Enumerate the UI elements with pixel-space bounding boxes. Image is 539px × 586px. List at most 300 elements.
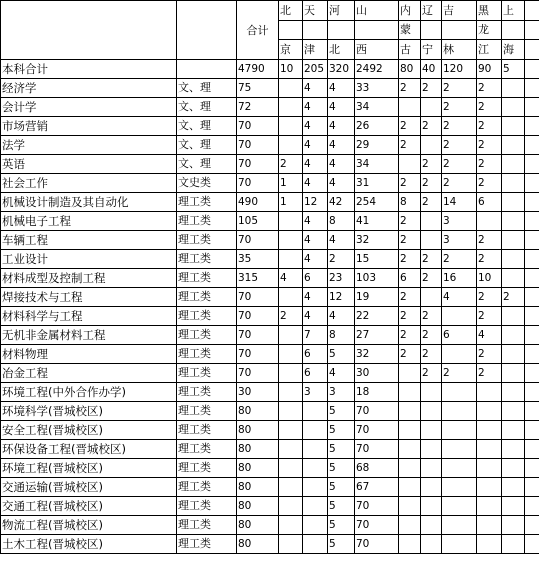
province-quota-cell: 2 — [477, 250, 502, 269]
province-quota-cell: 2 — [328, 250, 355, 269]
total-cell: 70 — [237, 231, 279, 250]
province-quota-cell — [477, 383, 502, 402]
subject-type-cell: 理工类 — [177, 231, 237, 250]
province-quota-cell — [442, 535, 477, 554]
header-province: 古 — [399, 40, 421, 60]
table-row — [1, 516, 539, 535]
major-name-cell: 焊接技术与工程 — [1, 288, 177, 307]
province-quota-cell: 7 — [303, 326, 328, 345]
table-row — [1, 421, 539, 440]
province-quota-cell: 4 — [328, 98, 355, 117]
province-quota-cell: 40 — [421, 60, 442, 79]
header-province: 北 — [279, 1, 303, 21]
province-quota-cell: 2 — [421, 155, 442, 174]
major-name-cell: 土木工程(晋城校区) — [1, 535, 177, 554]
province-quota-cell: 70 — [355, 497, 399, 516]
province-quota-cell: 4 — [303, 136, 328, 155]
major-name-cell: 市场营销 — [1, 117, 177, 136]
header-province-extra — [525, 40, 539, 60]
province-quota-cell: 70 — [355, 535, 399, 554]
header-province — [421, 21, 442, 40]
province-quota-cell: 2492 — [355, 60, 399, 79]
province-quota-cell — [502, 516, 525, 535]
province-quota-cell — [303, 440, 328, 459]
province-quota-cell — [421, 212, 442, 231]
total-cell: 80 — [237, 402, 279, 421]
province-quota-cell — [399, 440, 421, 459]
province-quota-cell: 254 — [355, 193, 399, 212]
header-province: 河 — [328, 1, 355, 21]
province-quota-cell — [279, 459, 303, 478]
province-quota-cell: 2 — [477, 307, 502, 326]
major-name-cell: 机械设计制造及其自动化 — [1, 193, 177, 212]
province-quota-cell — [502, 117, 525, 136]
province-quota-cell — [477, 478, 502, 497]
province-quota-cell: 4 — [328, 364, 355, 383]
province-quota-cell — [399, 497, 421, 516]
header-province-extra — [525, 21, 539, 40]
major-name-cell: 材料物理 — [1, 345, 177, 364]
province-quota-cell — [502, 250, 525, 269]
province-quota-cell: 4 — [303, 231, 328, 250]
province-quota-cell — [279, 478, 303, 497]
table-row — [1, 212, 539, 231]
province-quota-cell — [502, 307, 525, 326]
province-quota-cell — [303, 516, 328, 535]
extra-cell — [525, 516, 539, 535]
province-quota-cell: 18 — [355, 383, 399, 402]
extra-cell — [525, 212, 539, 231]
province-quota-cell: 5 — [328, 440, 355, 459]
province-quota-cell — [279, 288, 303, 307]
province-quota-cell — [399, 364, 421, 383]
province-quota-cell: 103 — [355, 269, 399, 288]
province-quota-cell: 2 — [442, 117, 477, 136]
province-quota-cell: 4 — [303, 117, 328, 136]
province-quota-cell: 6 — [477, 193, 502, 212]
header-province: 蒙 — [399, 21, 421, 40]
province-quota-cell: 3 — [328, 383, 355, 402]
extra-cell — [525, 98, 539, 117]
total-cell: 70 — [237, 117, 279, 136]
province-quota-cell: 16 — [442, 269, 477, 288]
subject-type-cell: 文、理 — [177, 155, 237, 174]
province-quota-cell — [421, 98, 442, 117]
header-province: 西 — [355, 40, 399, 60]
subject-type-cell — [177, 60, 237, 79]
province-quota-cell — [399, 421, 421, 440]
extra-cell — [525, 345, 539, 364]
province-quota-cell: 4 — [303, 288, 328, 307]
table-row — [1, 79, 539, 98]
subject-type-cell: 理工类 — [177, 193, 237, 212]
province-quota-cell: 2 — [399, 250, 421, 269]
table-row — [1, 402, 539, 421]
province-quota-cell: 4 — [442, 288, 477, 307]
province-quota-cell — [502, 269, 525, 288]
province-quota-cell: 4 — [328, 117, 355, 136]
province-quota-cell: 2 — [477, 345, 502, 364]
province-quota-cell: 4 — [303, 155, 328, 174]
province-quota-cell: 3 — [442, 231, 477, 250]
province-quota-cell — [303, 421, 328, 440]
province-quota-cell: 4 — [328, 307, 355, 326]
province-quota-cell: 2 — [442, 250, 477, 269]
province-quota-cell: 32 — [355, 345, 399, 364]
province-quota-cell — [442, 421, 477, 440]
province-quota-cell: 2 — [421, 269, 442, 288]
extra-cell — [525, 364, 539, 383]
subject-type-cell: 理工类 — [177, 478, 237, 497]
province-quota-cell: 2 — [502, 288, 525, 307]
total-cell: 80 — [237, 459, 279, 478]
province-quota-cell — [477, 535, 502, 554]
province-quota-cell: 6 — [303, 364, 328, 383]
province-quota-cell: 4 — [303, 250, 328, 269]
subject-type-cell: 理工类 — [177, 345, 237, 364]
province-quota-cell — [442, 497, 477, 516]
province-quota-cell: 12 — [303, 193, 328, 212]
total-cell: 80 — [237, 535, 279, 554]
province-quota-cell — [399, 535, 421, 554]
province-quota-cell — [421, 136, 442, 155]
province-quota-cell — [502, 174, 525, 193]
major-name-cell: 交通运输(晋城校区) — [1, 478, 177, 497]
table-row — [1, 497, 539, 516]
province-quota-cell — [421, 535, 442, 554]
header-type-cell — [177, 1, 237, 60]
province-quota-cell: 1 — [279, 193, 303, 212]
header-province — [355, 21, 399, 40]
table-row — [1, 345, 539, 364]
province-quota-cell — [442, 345, 477, 364]
subject-type-cell: 理工类 — [177, 516, 237, 535]
province-quota-cell: 2 — [399, 174, 421, 193]
province-quota-cell: 34 — [355, 98, 399, 117]
province-quota-cell: 70 — [355, 402, 399, 421]
province-quota-cell: 6 — [399, 269, 421, 288]
extra-cell — [525, 117, 539, 136]
major-name-cell: 环保设备工程(晋城校区) — [1, 440, 177, 459]
table-row — [1, 193, 539, 212]
province-quota-cell: 8 — [328, 326, 355, 345]
total-cell: 490 — [237, 193, 279, 212]
province-quota-cell: 31 — [355, 174, 399, 193]
province-quota-cell: 320 — [328, 60, 355, 79]
province-quota-cell — [442, 383, 477, 402]
subject-type-cell: 理工类 — [177, 307, 237, 326]
province-quota-cell — [303, 497, 328, 516]
total-cell: 70 — [237, 288, 279, 307]
province-quota-cell: 2 — [279, 307, 303, 326]
province-quota-cell — [303, 459, 328, 478]
total-cell: 70 — [237, 307, 279, 326]
province-quota-cell — [477, 459, 502, 478]
province-quota-cell: 41 — [355, 212, 399, 231]
province-quota-cell — [279, 535, 303, 554]
province-quota-cell: 2 — [442, 364, 477, 383]
province-quota-cell: 30 — [355, 364, 399, 383]
province-quota-cell — [502, 383, 525, 402]
province-quota-cell — [502, 364, 525, 383]
total-cell: 72 — [237, 98, 279, 117]
province-quota-cell: 70 — [355, 421, 399, 440]
province-quota-cell — [279, 497, 303, 516]
table-row — [1, 174, 539, 193]
province-quota-cell: 32 — [355, 231, 399, 250]
province-quota-cell: 4 — [303, 307, 328, 326]
province-quota-cell — [279, 79, 303, 98]
province-quota-cell — [442, 402, 477, 421]
table-row — [1, 155, 539, 174]
province-quota-cell — [279, 440, 303, 459]
total-cell: 4790 — [237, 60, 279, 79]
province-quota-cell — [279, 231, 303, 250]
subject-type-cell: 理工类 — [177, 326, 237, 345]
province-quota-cell: 4 — [477, 326, 502, 345]
province-quota-cell: 2 — [442, 98, 477, 117]
extra-cell — [525, 497, 539, 516]
province-quota-cell: 1 — [279, 174, 303, 193]
province-quota-cell: 2 — [399, 326, 421, 345]
header-province-extra — [525, 1, 539, 21]
header-province: 津 — [303, 40, 328, 60]
province-quota-cell: 2 — [421, 326, 442, 345]
header-name-cell — [1, 1, 177, 60]
province-quota-cell — [399, 402, 421, 421]
header-province — [328, 21, 355, 40]
total-cell: 70 — [237, 364, 279, 383]
province-quota-cell: 2 — [442, 79, 477, 98]
province-quota-cell: 4 — [303, 79, 328, 98]
province-quota-cell: 67 — [355, 478, 399, 497]
province-quota-cell: 2 — [399, 212, 421, 231]
province-quota-cell — [421, 288, 442, 307]
province-quota-cell — [477, 402, 502, 421]
province-quota-cell — [399, 459, 421, 478]
province-quota-cell: 22 — [355, 307, 399, 326]
subject-type-cell: 理工类 — [177, 288, 237, 307]
major-name-cell: 环境工程(中外合作办学) — [1, 383, 177, 402]
major-name-cell: 物流工程(晋城校区) — [1, 516, 177, 535]
total-cell: 75 — [237, 79, 279, 98]
province-quota-cell: 23 — [328, 269, 355, 288]
extra-cell — [525, 193, 539, 212]
table-row — [1, 98, 539, 117]
province-quota-cell: 5 — [328, 421, 355, 440]
table-row — [1, 60, 539, 79]
province-quota-cell: 2 — [421, 345, 442, 364]
major-name-cell: 环境工程(晋城校区) — [1, 459, 177, 478]
extra-cell — [525, 79, 539, 98]
province-quota-cell: 2 — [477, 136, 502, 155]
province-quota-cell: 29 — [355, 136, 399, 155]
major-name-cell: 经济学 — [1, 79, 177, 98]
subject-type-cell: 理工类 — [177, 440, 237, 459]
province-quota-cell: 34 — [355, 155, 399, 174]
province-quota-cell — [502, 459, 525, 478]
total-cell: 70 — [237, 174, 279, 193]
province-quota-cell: 4 — [328, 155, 355, 174]
table-row — [1, 288, 539, 307]
extra-cell — [525, 440, 539, 459]
extra-cell — [525, 326, 539, 345]
province-quota-cell: 15 — [355, 250, 399, 269]
province-quota-cell — [279, 383, 303, 402]
total-cell: 70 — [237, 136, 279, 155]
province-quota-cell: 2 — [477, 231, 502, 250]
province-quota-cell — [502, 478, 525, 497]
subject-type-cell: 理工类 — [177, 535, 237, 554]
total-cell: 70 — [237, 155, 279, 174]
province-quota-cell: 2 — [421, 364, 442, 383]
subject-type-cell: 理工类 — [177, 364, 237, 383]
province-quota-cell — [502, 345, 525, 364]
total-cell: 80 — [237, 478, 279, 497]
province-quota-cell — [502, 497, 525, 516]
province-quota-cell: 2 — [442, 136, 477, 155]
province-quota-cell: 5 — [328, 516, 355, 535]
province-quota-cell: 4 — [328, 174, 355, 193]
major-name-cell: 车辆工程 — [1, 231, 177, 250]
table-row — [1, 117, 539, 136]
province-quota-cell — [442, 459, 477, 478]
subject-type-cell: 理工类 — [177, 459, 237, 478]
header-province — [303, 21, 328, 40]
province-quota-cell — [421, 478, 442, 497]
major-name-cell: 安全工程(晋城校区) — [1, 421, 177, 440]
province-quota-cell: 70 — [355, 516, 399, 535]
subject-type-cell: 理工类 — [177, 250, 237, 269]
province-quota-cell: 6 — [303, 269, 328, 288]
header-row-1 — [1, 1, 539, 21]
province-quota-cell: 4 — [303, 212, 328, 231]
extra-cell — [525, 136, 539, 155]
major-name-cell: 会计学 — [1, 98, 177, 117]
province-quota-cell: 120 — [442, 60, 477, 79]
province-quota-cell: 5 — [328, 535, 355, 554]
province-quota-cell — [502, 136, 525, 155]
province-quota-cell — [477, 516, 502, 535]
extra-cell — [525, 250, 539, 269]
extra-cell — [525, 421, 539, 440]
header-province: 宁 — [421, 40, 442, 60]
province-quota-cell — [279, 421, 303, 440]
province-quota-cell: 2 — [279, 155, 303, 174]
header-province: 海 — [502, 40, 525, 60]
province-quota-cell — [502, 421, 525, 440]
total-cell: 80 — [237, 497, 279, 516]
header-province: 龙 — [477, 21, 502, 40]
major-name-cell: 工业设计 — [1, 250, 177, 269]
extra-cell — [525, 60, 539, 79]
province-quota-cell: 5 — [328, 459, 355, 478]
subject-type-cell: 理工类 — [177, 383, 237, 402]
header-province: 北 — [328, 40, 355, 60]
extra-cell — [525, 478, 539, 497]
header-province — [279, 21, 303, 40]
extra-cell — [525, 383, 539, 402]
total-cell: 35 — [237, 250, 279, 269]
major-name-cell: 冶金工程 — [1, 364, 177, 383]
province-quota-cell: 26 — [355, 117, 399, 136]
province-quota-cell — [421, 459, 442, 478]
major-name-cell: 环境科学(晋城校区) — [1, 402, 177, 421]
province-quota-cell: 2 — [477, 79, 502, 98]
major-name-cell: 法学 — [1, 136, 177, 155]
province-quota-cell: 70 — [355, 440, 399, 459]
table-row — [1, 307, 539, 326]
province-quota-cell: 4 — [303, 174, 328, 193]
province-quota-cell: 80 — [399, 60, 421, 79]
header-province: 吉 — [442, 1, 477, 21]
province-quota-cell: 3 — [442, 212, 477, 231]
table-body — [1, 1, 539, 554]
province-quota-cell: 5 — [328, 478, 355, 497]
header-province: 上 — [502, 1, 525, 21]
province-quota-cell — [421, 231, 442, 250]
table-row — [1, 535, 539, 554]
province-quota-cell — [502, 212, 525, 231]
province-quota-cell: 12 — [328, 288, 355, 307]
extra-cell — [525, 231, 539, 250]
province-quota-cell: 5 — [502, 60, 525, 79]
province-quota-cell — [502, 231, 525, 250]
province-quota-cell — [421, 402, 442, 421]
province-quota-cell: 19 — [355, 288, 399, 307]
province-quota-cell — [399, 516, 421, 535]
table-row — [1, 383, 539, 402]
province-quota-cell — [303, 478, 328, 497]
table-row — [1, 136, 539, 155]
province-quota-cell — [279, 326, 303, 345]
province-quota-cell — [279, 250, 303, 269]
province-quota-cell — [477, 497, 502, 516]
province-quota-cell — [421, 383, 442, 402]
province-quota-cell — [399, 478, 421, 497]
table-row — [1, 250, 539, 269]
province-quota-cell — [279, 516, 303, 535]
province-quota-cell: 2 — [477, 98, 502, 117]
table-row — [1, 231, 539, 250]
province-quota-cell: 4 — [279, 269, 303, 288]
province-quota-cell: 42 — [328, 193, 355, 212]
province-quota-cell: 2 — [421, 250, 442, 269]
province-quota-cell: 4 — [328, 231, 355, 250]
total-cell: 80 — [237, 516, 279, 535]
header-province — [502, 21, 525, 40]
extra-cell — [525, 459, 539, 478]
extra-cell — [525, 307, 539, 326]
province-quota-cell: 4 — [328, 136, 355, 155]
total-cell: 30 — [237, 383, 279, 402]
province-quota-cell — [502, 440, 525, 459]
table-row — [1, 269, 539, 288]
province-quota-cell: 2 — [477, 364, 502, 383]
header-province: 辽 — [421, 1, 442, 21]
subject-type-cell: 理工类 — [177, 212, 237, 231]
major-name-cell: 机械电子工程 — [1, 212, 177, 231]
province-quota-cell — [502, 402, 525, 421]
extra-cell — [525, 402, 539, 421]
province-quota-cell: 5 — [328, 497, 355, 516]
province-quota-cell: 5 — [328, 345, 355, 364]
province-quota-cell: 2 — [399, 307, 421, 326]
total-cell: 70 — [237, 326, 279, 345]
extra-cell — [525, 269, 539, 288]
province-quota-cell: 2 — [442, 155, 477, 174]
province-quota-cell — [442, 478, 477, 497]
